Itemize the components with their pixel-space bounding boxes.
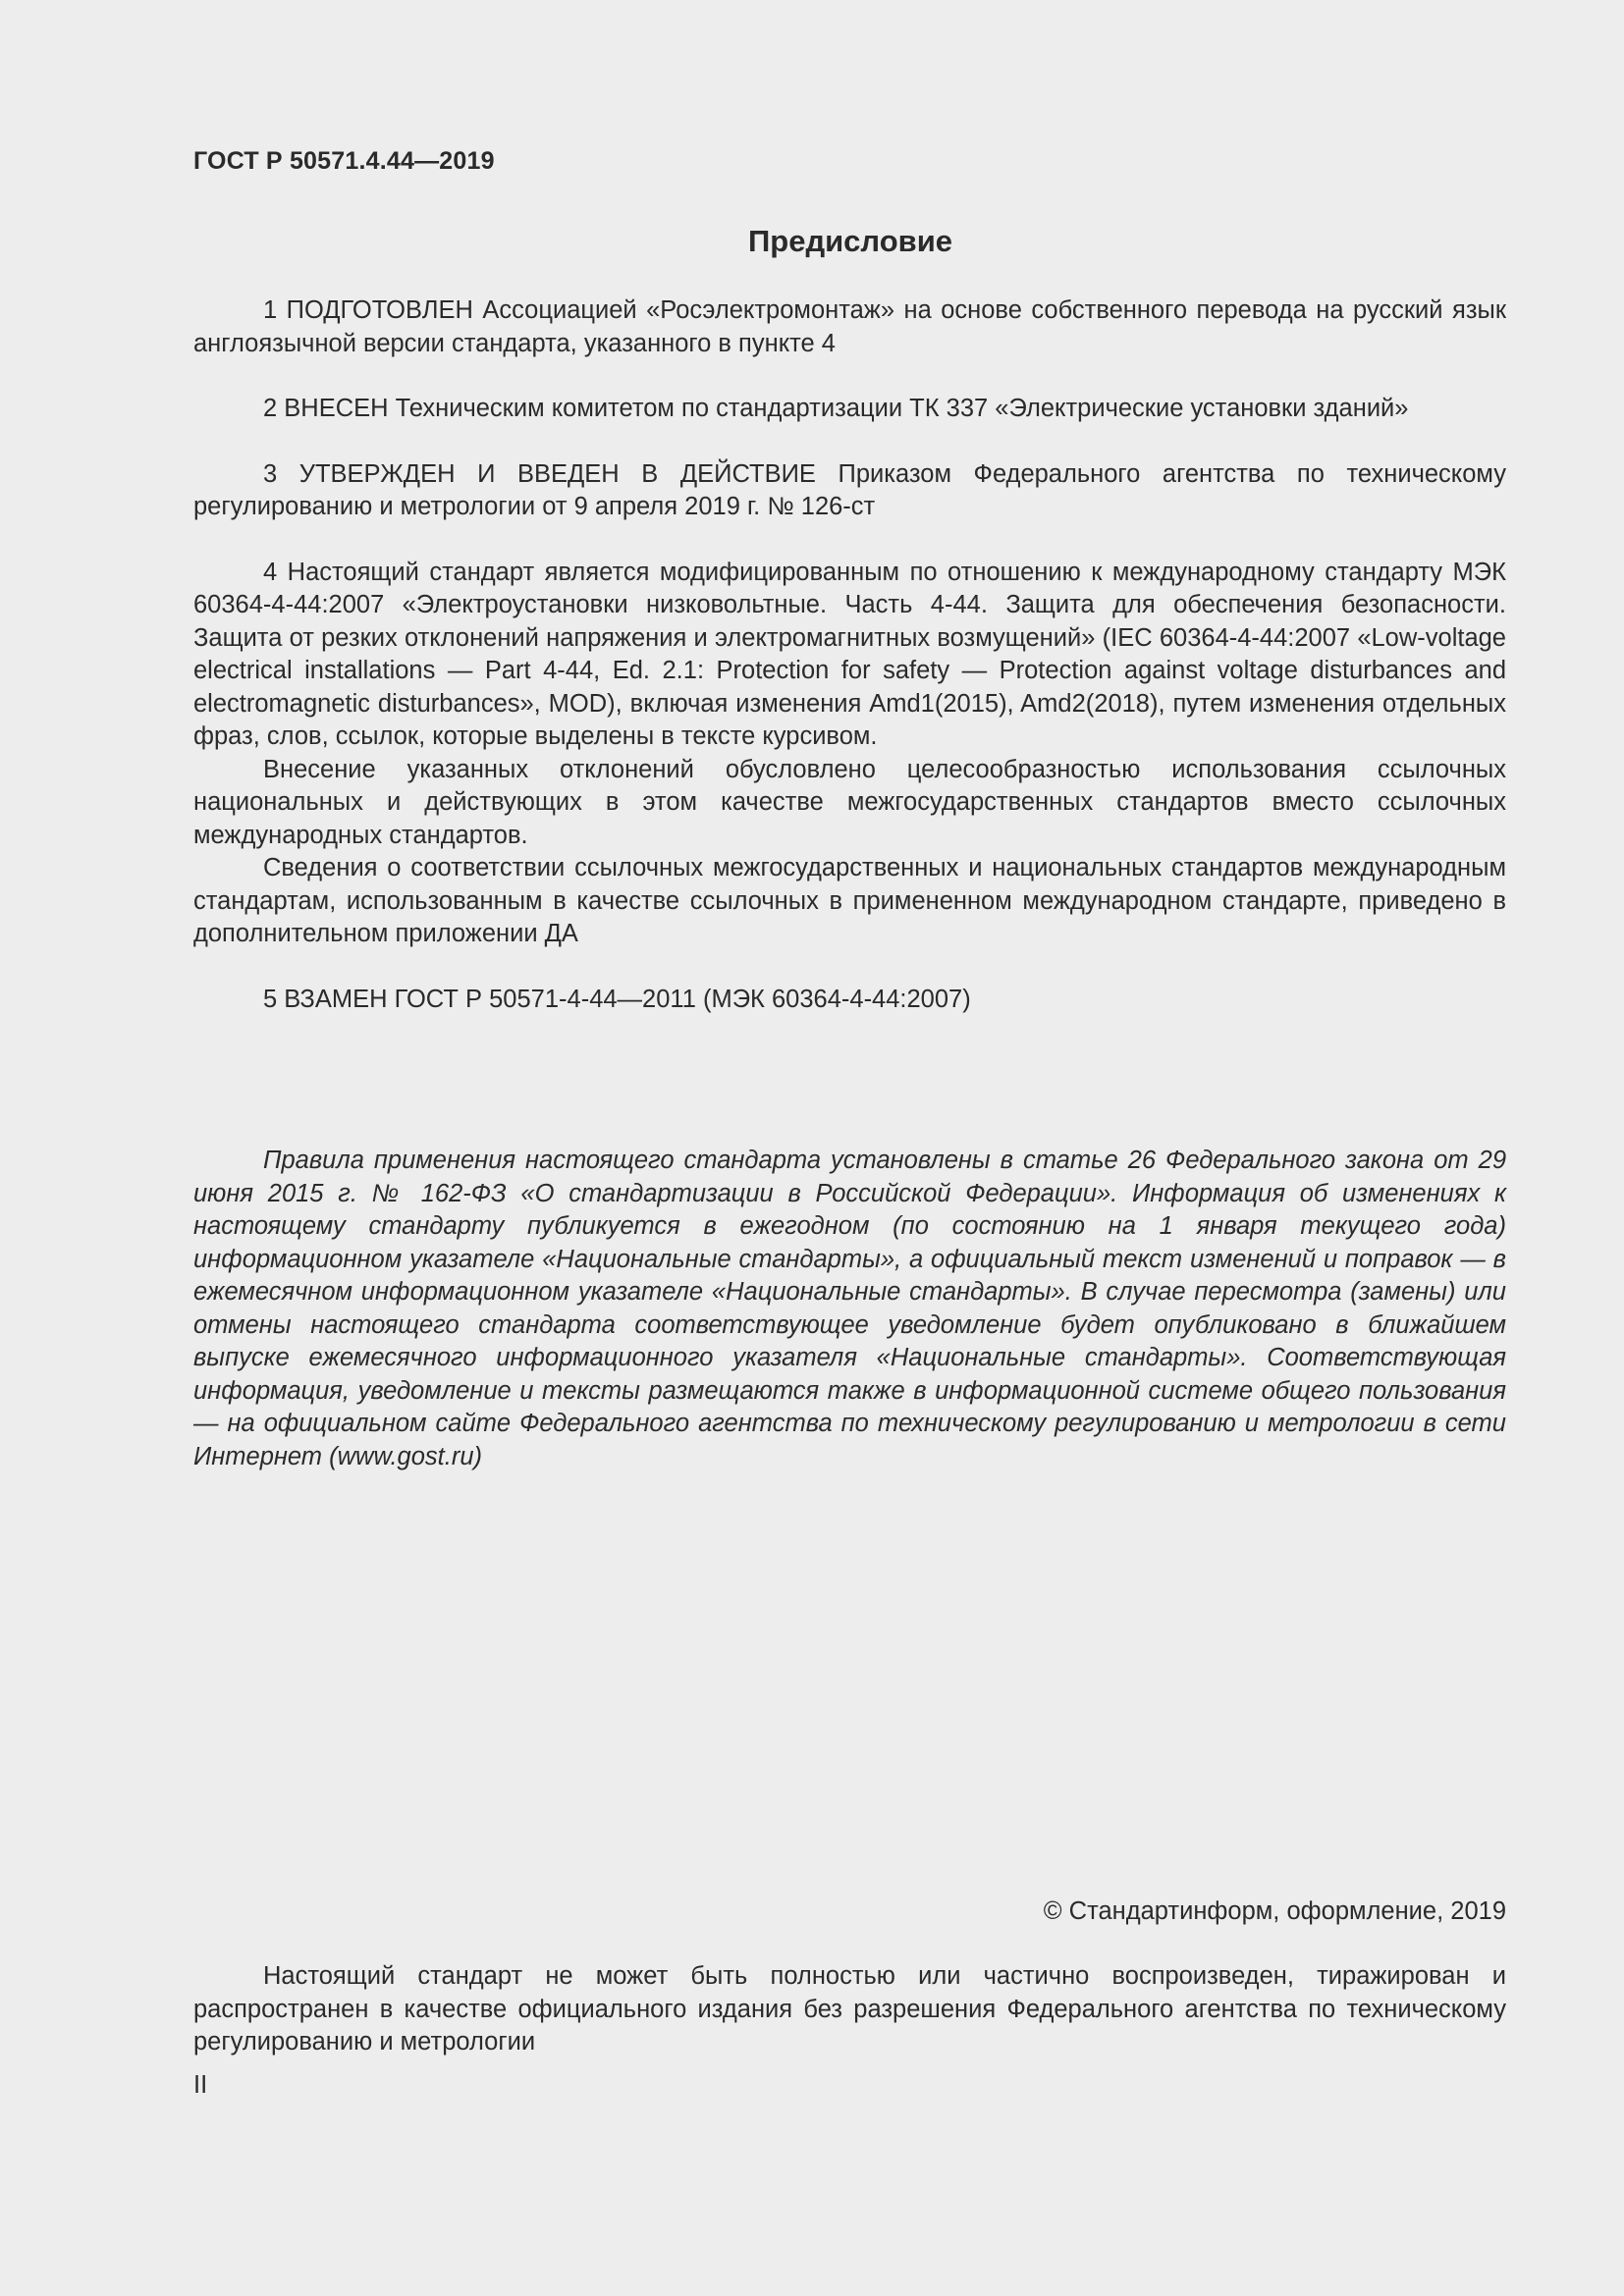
rules-note-section	[193, 1145, 1506, 1473]
foreword-section	[193, 294, 1506, 1016]
foreword-item-4-deviations: Внесение указанных отклонений обусловлено целесообразностью использования ссылочных национальных и действующих в этом качестве межгосударственных стандартов вместо ссылочных международных стандартов.	[193, 755, 1506, 849]
foreword-item-4-references: Сведения о соответствии ссылочных межгосударственных и национальных стандартов международным стандартам, использованным в качестве ссылочных в примененном международном стандарте, приведено в дополнительном приложении ДА	[193, 854, 1506, 947]
foreword-item-4: 4 Настоящий стандарт является модифицированным по отношению к международному стандарту МЭК 60364-4-44:2007 «Электроустановки низковольтные. Часть 4-44. Защита для обеспечения безопасности. Защита от резких отклонений напряжения и электромагнитных возмущений» (IEC 60364-4-44:2007 «Low-voltage electrical installations — Part 4-44, Ed. 2.1: Protection for safety — Protection against voltage disturbances and electromagnetic disturbances», MOD), включая изменения Amd1(2015), Amd2(2018), путем изменения отдельных фраз, слов, ссылок, которые выделены в тексте курсивом.	[193, 558, 1506, 750]
foreword-item-5: 5 ВЗАМЕН ГОСТ Р 50571-4-44—2011 (МЭК 60364-4-44:2007)	[263, 985, 971, 1013]
copyright-line: © Стандартинформ, оформление, 2019	[1043, 1897, 1506, 1925]
standard-code-header: ГОСТ Р 50571.4.44—2019	[193, 147, 495, 175]
reproduction-section	[193, 1960, 1506, 2059]
foreword-item-2: 2 ВНЕСЕН Техническим комитетом по стандартизации ТК 337 «Электрические установки зданий»	[263, 395, 1409, 422]
foreword-item-3: 3 УТВЕРЖДЕН И ВВЕДЕН В ДЕЙСТВИЕ Приказом Федерального агентства по техническому регулированию и метрологии от 9 апреля 2019 г. № 126-ст	[193, 459, 1506, 520]
page-title: Предисловие	[747, 224, 952, 258]
page-number: II	[193, 2071, 208, 2099]
foreword-item-1: 1 ПОДГОТОВЛЕН Ассоциацией «Росэлектромонтаж» на основе собственного перевода на русский язык англоязычной версии стандарта, указанного в пункте 4	[193, 296, 1506, 357]
rules-note: Правила применения настоящего стандарта установлены в статье 26 Федерального закона от 29 июня 2015 г. № 162-ФЗ «О стандартизации в Российской Федерации». Информация об изменениях к настоящему стандарту публикуется в ежегодном (по состоянию на 1 января текущего года) информационном указателе «Национальные стандарты», а официальный текст изменений и поправок — в ежемесячном информационном указателе «Национальные стандарты». В случае пересмотра (замены) или отмены настоящего стандарта соответствующее уведомление будет опубликовано в ближайшем выпуске ежемесячного информационного указателя «Национальные стандарты». Соответствующая информация, уведомление и тексты размещаются также в информационной системе общего пользования — на официальном сайте Федерального агентства по техническому регулированию и метрологии в сети Интернет (www.gost.ru)	[193, 1147, 1506, 1470]
reproduction-note: Настоящий стандарт не может быть полностью или частично воспроизведен, тиражирован и распространен в качестве официального издания без разрешения Федерального агентства по техническому регулированию и метрологии	[193, 1962, 1506, 2056]
